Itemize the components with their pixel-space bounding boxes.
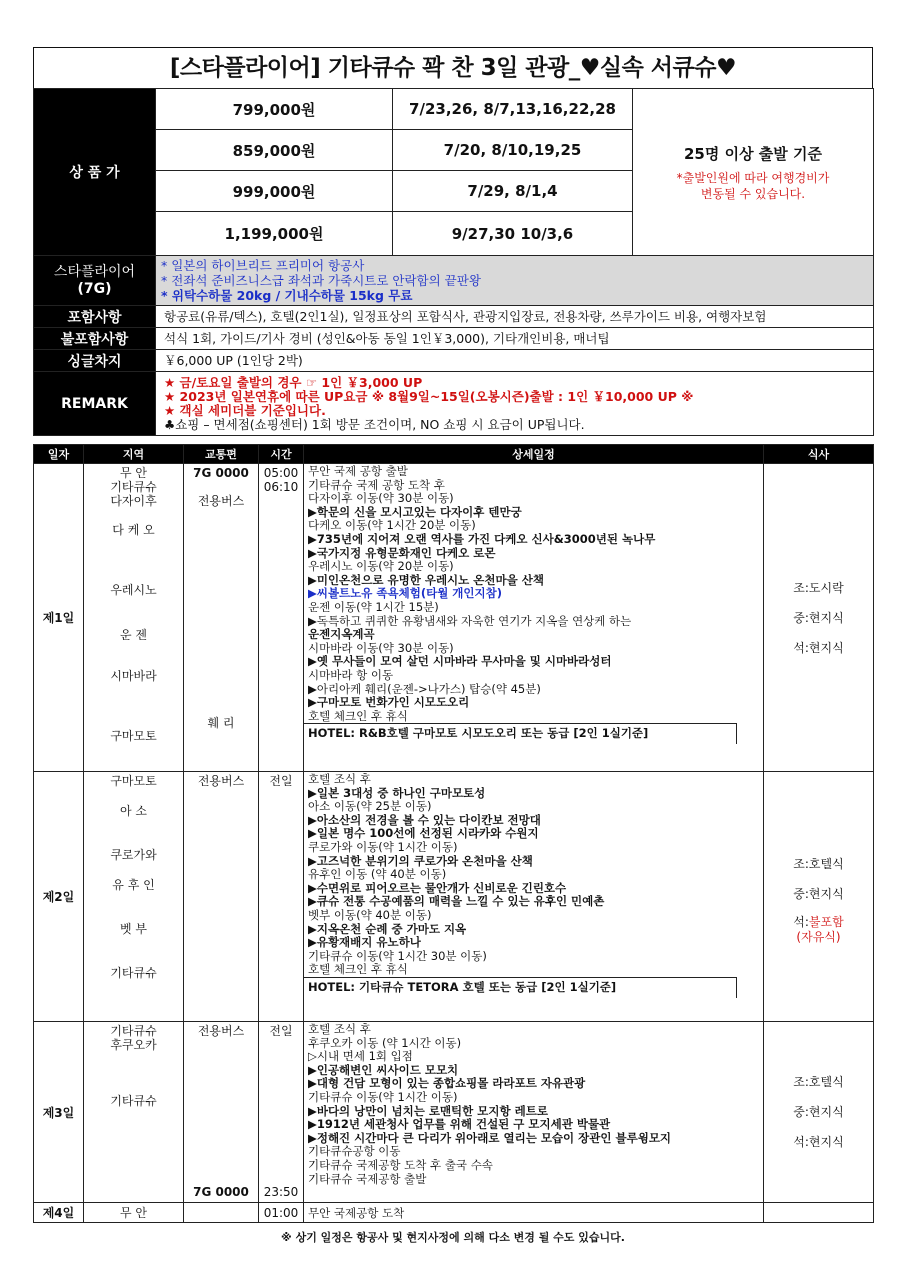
header-transport: 교통편 bbox=[184, 445, 259, 464]
starflyer-line-1: * 일본의 하이브리드 프리미어 항공사 bbox=[161, 258, 365, 273]
d2-line: 기타큐슈 이동(약 1시간 30분 이동) bbox=[308, 949, 487, 963]
day2-times bbox=[259, 772, 304, 1022]
starflyer-line-3: * 위탁수하물 20kg / 기내수하물 15kg 무료 bbox=[161, 288, 413, 303]
region-dazaifu: 다자이후 bbox=[110, 494, 157, 508]
product-info-table bbox=[33, 88, 874, 436]
header-meal: 식사 bbox=[764, 445, 874, 464]
day4-region: 무 안 bbox=[84, 1203, 184, 1223]
day3-meals bbox=[764, 1022, 874, 1203]
day4-label: 제4일 bbox=[34, 1203, 84, 1223]
d2-line: ▶유황재배지 유노하나 bbox=[308, 936, 421, 950]
d2-line: ▶수면위로 피어오르는 물안개가 신비로운 긴린호수 bbox=[308, 881, 567, 895]
starflyer-line-2: * 전좌석 준비즈니스급 좌석과 가죽시트로 안락함의 끝판왕 bbox=[161, 273, 481, 288]
page-title: [스타플라이어] 기타큐슈 꽉 찬 3일 관광_♥실속 서큐슈♥ bbox=[33, 47, 873, 89]
itinerary-table bbox=[33, 444, 874, 1223]
d1-line: 운젠지옥계곡 bbox=[308, 628, 375, 642]
region-kumamoto-2: 구마모토 bbox=[110, 774, 157, 788]
d2-line: 쿠로가와 이동(약 1시간 이동) bbox=[308, 840, 458, 854]
day3-regions bbox=[84, 1022, 184, 1203]
d3-line: 후쿠오카 이동 (약 1시간 이동) bbox=[308, 1036, 462, 1050]
d2-line: 아소 이동(약 25분 이동) bbox=[308, 800, 432, 814]
d1-line: 다자이후 이동(약 30분 이동) bbox=[308, 492, 454, 506]
day1-row bbox=[34, 464, 874, 772]
itinerary-sheet bbox=[33, 47, 873, 1245]
d2-line: ▶일본 명수 100선에 선정된 시라카와 수원지 bbox=[308, 827, 539, 841]
d1-line: 우레시노 이동(약 20분 이동) bbox=[308, 560, 454, 574]
d2-line: 유후인 이동 (약 40분 이동) bbox=[308, 868, 447, 882]
day2-transport bbox=[184, 772, 259, 1022]
d2-line: 호텔 조식 후 bbox=[308, 773, 371, 786]
dates-2: 7/20, 8/10,19,25 bbox=[393, 130, 633, 171]
day2-detail bbox=[304, 772, 764, 1022]
d1-line: ▶아리아케 훼리(운젠->나가스) 탑승(약 45분) bbox=[308, 682, 541, 696]
d2-line: ▶아소산의 전경을 볼 수 있는 다이칸보 전망대 bbox=[308, 813, 541, 827]
day3-detail bbox=[304, 1022, 764, 1203]
day1-times bbox=[259, 464, 304, 772]
region-unzen: 운 젠 bbox=[120, 628, 147, 642]
day4-row bbox=[34, 1203, 874, 1223]
remark-label: REMARK bbox=[34, 372, 156, 436]
time-2350: 23:50 bbox=[263, 1185, 299, 1199]
included-text: 항공료(유류/텍스), 호텔(2인1실), 일정표상의 포함식사, 관광지입장료, 전용차량, 쓰루가이드 비용, 여행자보험 bbox=[156, 306, 874, 328]
d2-line: ▶고즈넉한 분위기의 쿠로가와 온천마을 산책 bbox=[308, 854, 533, 868]
region-fukuoka: 후쿠오카 bbox=[110, 1038, 157, 1052]
d2-line: ▶큐슈 전통 수공예품의 매력을 느낄 수 있는 유후인 민예촌 bbox=[308, 895, 605, 909]
d3-line: 호텔 조식 후 bbox=[308, 1023, 371, 1036]
d1-breakfast: 조:도시락 bbox=[793, 580, 844, 595]
d3-line: 기타큐슈 국제공항 출발 bbox=[308, 1172, 427, 1186]
d1-line: 시마바라 항 이동 bbox=[308, 668, 394, 682]
region-aso: 아 소 bbox=[120, 804, 147, 818]
d2-breakfast: 조:호텔식 bbox=[793, 856, 844, 871]
price-3: 999,000원 bbox=[156, 171, 393, 212]
dates-4: 9/27,30 10/3,6 bbox=[393, 212, 633, 256]
region-kurokawa: 쿠로가와 bbox=[110, 848, 157, 862]
flight-outbound: 7G 0000 bbox=[193, 466, 249, 480]
region-kumamoto: 구마모토 bbox=[110, 729, 157, 743]
d3-lunch: 중:현지식 bbox=[793, 1105, 844, 1119]
d1-line: 기타큐슈 국제 공항 도착 후 bbox=[308, 478, 445, 492]
included-label: 포함사항 bbox=[34, 306, 156, 328]
d1-line: ▶미인온천으로 유명한 우레시노 온천마을 산책 bbox=[308, 573, 544, 587]
region-kitakyushu: 기타큐슈 bbox=[110, 480, 157, 494]
d3-line: ▶인공해변인 씨사이드 모모치 bbox=[308, 1063, 459, 1077]
price-2: 859,000원 bbox=[156, 130, 393, 171]
d2-line: 호텔 체크인 후 휴식 bbox=[308, 963, 408, 977]
d1-line: ▶옛 무사들이 모여 살던 시마바라 무사마을 및 시마바라성터 bbox=[308, 655, 612, 669]
transport-bus: 전용버스 bbox=[197, 494, 245, 508]
price-1: 799,000원 bbox=[156, 89, 393, 130]
time-allday-3: 전일 bbox=[269, 1024, 293, 1038]
day4-detail: 무안 국제공항 도착 bbox=[304, 1203, 764, 1223]
transport-bus-2: 전용버스 bbox=[197, 774, 245, 788]
day3-row bbox=[34, 1022, 874, 1203]
starflyer-label-1: 스타플라이어 bbox=[53, 263, 136, 280]
day1-hotel: HOTEL: R&B호텔 구마모토 시모도오리 또는 동급 [2인 1실기준] bbox=[304, 723, 737, 744]
d1-lunch: 중:현지식 bbox=[793, 610, 844, 625]
region-kitakyushu-2: 기타큐슈 bbox=[110, 966, 157, 980]
day3-transport bbox=[184, 1022, 259, 1203]
region-muan: 무 안 bbox=[120, 466, 147, 480]
d1-line: ▶독특하고 퀴퀴한 유황냄새와 자욱한 연기가 지옥을 연상케 하는 bbox=[308, 614, 632, 628]
d3-line: 기타큐슈공항 이동 bbox=[308, 1145, 401, 1159]
region-kitakyushu-4: 기타큐슈 bbox=[110, 1094, 157, 1108]
d3-dinner: 석:현지식 bbox=[793, 1135, 844, 1149]
d2-line: ▶일본 3대성 중 하나인 구마모토성 bbox=[308, 786, 486, 800]
day2-hotel: HOTEL: 기타큐슈 TETORA 호텔 또는 동급 [2인 1실기준] bbox=[304, 977, 737, 998]
d3-line: ▶1912년 세관청사 업무를 위해 건설된 구 모지세관 박물관 bbox=[308, 1118, 611, 1132]
day2-label: 제2일 bbox=[34, 772, 84, 1022]
footer-note: ※ 상기 일정은 항공사 및 현지사정에 의해 다소 변경 될 수도 있습니다. bbox=[281, 1231, 625, 1244]
day4-transport bbox=[184, 1203, 259, 1223]
d2-dinner-note: (자유식) bbox=[796, 929, 841, 944]
remark-text bbox=[156, 372, 874, 436]
d3-breakfast: 조:호텔식 bbox=[793, 1075, 844, 1089]
product-price-label: 상 품 가 bbox=[34, 89, 156, 256]
starflyer-label-2: (7G) bbox=[77, 280, 112, 297]
region-kitakyushu-3: 기타큐슈 bbox=[110, 1024, 157, 1038]
excluded-label: 불포함사항 bbox=[34, 328, 156, 350]
day3-times bbox=[259, 1022, 304, 1203]
time-0610: 06:10 bbox=[263, 480, 299, 494]
d1-line: 무안 국제 공항 출발 bbox=[308, 465, 408, 478]
d1-line: ▶씨볼트노유 족욕체험(타월 개인지참) bbox=[308, 587, 502, 601]
starflyer-info bbox=[156, 256, 874, 306]
min-departure-cell bbox=[633, 89, 874, 256]
dates-3: 7/29, 8/1,4 bbox=[393, 171, 633, 212]
d1-line: ▶735년에 지어져 오랜 역사를 가진 다케오 신사&3000년된 녹나무 bbox=[308, 532, 656, 546]
region-takeo: 다 케 오 bbox=[112, 523, 155, 537]
min-note-2: 변동될 수 있습니다. bbox=[700, 186, 806, 201]
min-departure: 25명 이상 출발 기준 bbox=[684, 144, 822, 163]
dates-1: 7/23,26, 8/7,13,16,22,28 bbox=[393, 89, 633, 130]
d3-line: ▷시내 면세 1회 입점 bbox=[308, 1050, 413, 1064]
region-yufuin: 유 후 인 bbox=[112, 878, 155, 892]
d1-line: ▶국가지정 유형문화재인 다케오 로몬 bbox=[308, 546, 496, 560]
d2-dinner-value: 불포함 bbox=[808, 914, 844, 929]
min-note-1: *출발인원에 따라 여행경비가 bbox=[676, 170, 830, 185]
d1-line: 운젠 이동(약 1시간 15분) bbox=[308, 600, 439, 614]
single-charge-label: 싱글차지 bbox=[34, 350, 156, 372]
d1-line: 시마바라 이동(약 30분 이동) bbox=[308, 641, 454, 655]
d2-line: ▶지옥온천 순례 중 가마도 지옥 bbox=[308, 922, 467, 936]
d1-line: ▶구마모토 번화가인 시모도오리 bbox=[308, 696, 470, 710]
d3-line: 기타큐슈 이동(약 1시간 이동) bbox=[308, 1090, 458, 1104]
d3-line: ▶정해진 시간마다 큰 다리가 위아래로 열리는 모습이 장관인 블루윙모지 bbox=[308, 1131, 672, 1145]
remark-line-2: ★ 2023년 일본연휴에 따른 UP요금 ※ 8월9일~15일(오봉시즌)출발 : 1인 ￥10,000 UP ※ bbox=[164, 388, 694, 404]
starflyer-label bbox=[34, 256, 156, 306]
region-shimabara: 시마바라 bbox=[110, 669, 157, 683]
day2-regions bbox=[84, 772, 184, 1022]
remark-line-4: ♣쇼핑 – 면세점(쇼핑센터) 1회 방문 조건이며, NO 쇼핑 시 요금이 UP됩니다. bbox=[164, 416, 585, 432]
d1-line: 다케오 이동(약 1시간 20분 이동) bbox=[308, 519, 476, 533]
day2-meals bbox=[764, 772, 874, 1022]
d2-dinner-prefix: 석: bbox=[793, 914, 809, 929]
transport-ferry: 훼 리 bbox=[207, 716, 235, 730]
day1-detail bbox=[304, 464, 764, 772]
remark-line-3: ★ 객실 세미더블 기준입니다. bbox=[164, 402, 326, 418]
single-charge-text: ￥6,000 UP (1인당 2박) bbox=[156, 350, 874, 372]
header-region: 지역 bbox=[84, 445, 184, 464]
flight-return: 7G 0000 bbox=[193, 1185, 249, 1199]
excluded-text: 석식 1회, 가이드/기사 경비 (성인&아동 동일 1인￥3,000), 기타개인비용, 매너팁 bbox=[156, 328, 874, 350]
d3-line: ▶바다의 낭만이 넘치는 로맨틱한 모지항 레트로 bbox=[308, 1104, 548, 1118]
day3-label: 제3일 bbox=[34, 1022, 84, 1203]
day4-time: 01:00 bbox=[259, 1203, 304, 1223]
d3-line: ▶대형 건담 모형이 있는 종합쇼핑몰 라라포트 자유관광 bbox=[308, 1077, 586, 1091]
day1-regions bbox=[84, 464, 184, 772]
day1-meals bbox=[764, 464, 874, 772]
day1-transport bbox=[184, 464, 259, 772]
header-detail: 상세일정 bbox=[304, 445, 764, 464]
d1-line: 호텔 체크인 후 휴식 bbox=[308, 709, 408, 723]
region-ureshino: 우레시노 bbox=[110, 583, 157, 597]
header-time: 시간 bbox=[259, 445, 304, 464]
d3-line: 기타큐슈 국제공항 도착 후 출국 수속 bbox=[308, 1158, 493, 1172]
d2-line: 벳부 이동(약 40분 이동) bbox=[308, 908, 432, 922]
day4-meal bbox=[764, 1203, 874, 1223]
d1-line: ▶학문의 신을 모시고있는 다자이후 텐만궁 bbox=[308, 505, 522, 519]
header-day: 일자 bbox=[34, 445, 84, 464]
remark-line-1: ★ 금/토요일 출발의 경우 ☞ 1인 ￥3,000 UP bbox=[164, 374, 423, 390]
d2-lunch: 중:현지식 bbox=[793, 886, 844, 901]
time-0500: 05:00 bbox=[263, 466, 299, 480]
d2-dinner bbox=[764, 909, 873, 945]
d1-dinner: 석:현지식 bbox=[793, 640, 844, 655]
day1-label: 제1일 bbox=[34, 464, 84, 772]
region-beppu: 벳 부 bbox=[120, 922, 147, 936]
transport-bus-3: 전용버스 bbox=[197, 1024, 245, 1038]
price-4: 1,199,000원 bbox=[156, 212, 393, 256]
time-allday-2: 전일 bbox=[269, 774, 293, 788]
day2-row bbox=[34, 772, 874, 1022]
